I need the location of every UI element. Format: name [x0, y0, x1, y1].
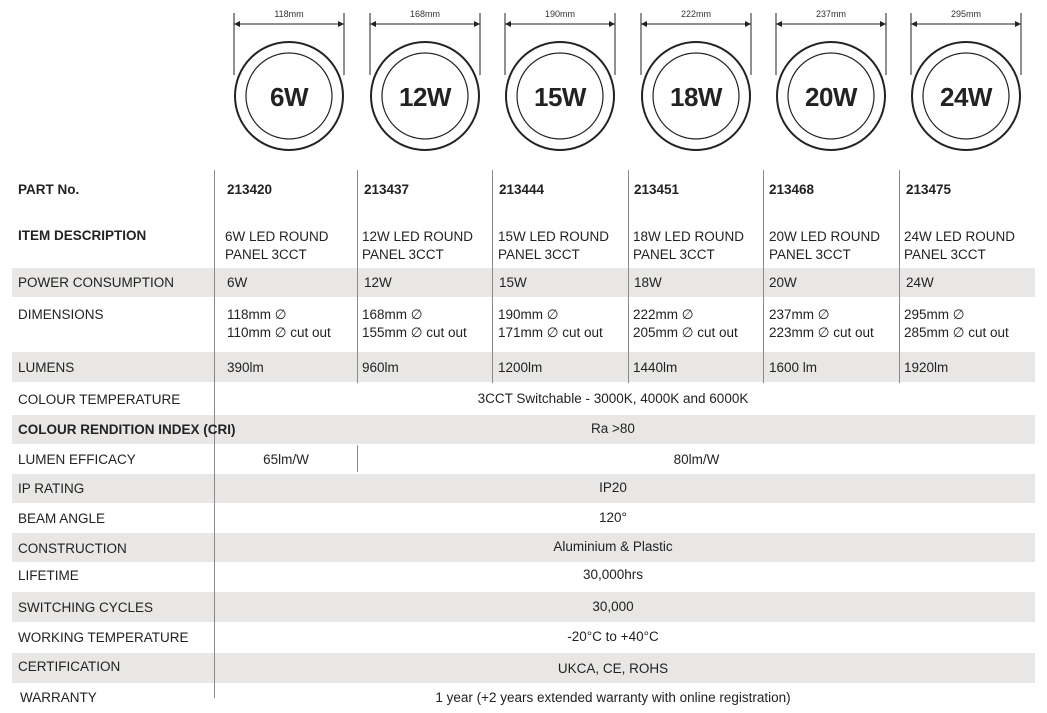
part-no-label: PART No. — [18, 182, 80, 197]
item-description-label: ITEM DESCRIPTION — [18, 228, 147, 243]
certification-label: CERTIFICATION — [18, 659, 121, 674]
dimension-line: 168mm ∅ — [362, 307, 423, 322]
item-description-line: 12W LED ROUND — [362, 229, 474, 244]
fixture-wattage: 12W — [399, 82, 451, 112]
part-no-cell: 213420 — [227, 182, 273, 197]
power-consumption-label: POWER CONSUMPTION — [18, 275, 175, 290]
item-description-cell — [904, 228, 1015, 264]
switching-cycles-value: 30,000 — [592, 599, 634, 614]
fixture-wattage: 18W — [670, 82, 722, 112]
power-cell: 6W — [227, 275, 248, 290]
item-description-cell — [633, 228, 744, 264]
item-description-line: PANEL 3CCT — [362, 247, 444, 262]
power-cell: 20W — [769, 275, 797, 290]
certification-value: UKCA, CE, ROHS — [557, 661, 669, 676]
dimension-line: 110mm ∅ cut out — [227, 325, 331, 340]
fixture-dimension-label: 118mm — [274, 9, 304, 19]
part-no-cell: 213451 — [634, 182, 680, 197]
lumen-efficacy-rest: 80lm/W — [673, 452, 720, 467]
colour-temperature-value: 3CCT Switchable - 3000K, 4000K and 6000K — [477, 391, 749, 406]
power-cell: 18W — [634, 275, 662, 290]
dimensions-cell — [498, 306, 603, 342]
item-description-line: 20W LED ROUND — [769, 229, 881, 244]
dimension-line: 190mm ∅ — [498, 307, 559, 322]
fixture-dimension-label: 295mm — [950, 9, 981, 19]
dimensions-cell — [227, 306, 331, 342]
cri-value: Ra >80 — [591, 421, 635, 436]
power-cell: 15W — [499, 275, 527, 290]
item-description-cell — [225, 228, 329, 264]
column-divider — [357, 170, 358, 383]
dimension-line: 118mm ∅ — [227, 307, 287, 322]
column-divider — [763, 170, 764, 383]
item-description-line: 15W LED ROUND — [498, 229, 610, 244]
colour-temperature-label: COLOUR TEMPERATURE — [18, 392, 181, 407]
fixture-wattage: 6W — [270, 82, 308, 112]
dimension-line: 295mm ∅ — [904, 307, 965, 322]
dimension-line: 223mm ∅ cut out — [769, 325, 874, 340]
part-no-cell: 213444 — [499, 182, 545, 197]
dimension-line: 285mm ∅ cut out — [904, 325, 1009, 340]
dimensions-cell — [769, 306, 874, 342]
part-no-cell: 213437 — [364, 182, 410, 197]
item-description-cell — [362, 228, 473, 264]
lumens-label: LUMENS — [18, 360, 75, 375]
item-description-line: PANEL 3CCT — [498, 247, 580, 262]
lumens-cell: 1440lm — [633, 360, 678, 375]
fixture-dimension-label: 237mm — [815, 9, 846, 19]
construction-label: CONSTRUCTION — [18, 541, 127, 556]
item-description-line: 6W LED ROUND — [225, 229, 329, 244]
part-no-cell: 213468 — [769, 182, 815, 197]
column-divider — [899, 170, 900, 383]
switching-cycles-label: SWITCHING CYCLES — [18, 600, 154, 615]
dimension-line: 205mm ∅ cut out — [633, 325, 738, 340]
power-cell: 24W — [906, 275, 934, 290]
item-description-cell — [498, 228, 609, 264]
dimension-line: 155mm ∅ cut out — [362, 325, 467, 340]
fixture-wattage: 24W — [940, 82, 992, 112]
ip-rating-value: IP20 — [599, 480, 627, 495]
lumens-cell: 960lm — [362, 360, 399, 375]
beam-angle-label: BEAM ANGLE — [18, 511, 106, 526]
fixture-dimension-label: 190mm — [544, 9, 575, 19]
fixture-wattage: 15W — [534, 82, 586, 112]
item-description-line: PANEL 3CCT — [904, 247, 986, 262]
fixture-wattage: 20W — [805, 82, 857, 112]
lifetime-label: LIFETIME — [18, 568, 79, 583]
dimension-line: 237mm ∅ — [769, 307, 830, 322]
item-description-line: PANEL 3CCT — [225, 247, 307, 262]
working-temperature-value: -20°C to +40°C — [567, 629, 659, 644]
lumens-cell: 1200lm — [498, 360, 543, 375]
column-divider — [492, 170, 493, 383]
item-description-line: 24W LED ROUND — [904, 229, 1016, 244]
warranty-label: WARRANTY — [20, 690, 97, 705]
construction-value: Aluminium & Plastic — [553, 539, 673, 554]
lifetime-value: 30,000hrs — [582, 567, 644, 582]
dimensions-cell — [904, 306, 1009, 342]
lumen-efficacy-label: LUMEN EFFICACY — [18, 452, 136, 467]
item-description-line: PANEL 3CCT — [633, 247, 715, 262]
dimensions-cell — [362, 306, 467, 342]
item-description-line: 18W LED ROUND — [633, 229, 745, 244]
lumens-cell: 1920lm — [904, 360, 949, 375]
dimensions-label: DIMENSIONS — [18, 307, 104, 322]
ip-rating-label: IP RATING — [18, 481, 85, 496]
lumens-cell: 390lm — [227, 360, 264, 375]
beam-angle-value: 120° — [599, 510, 627, 525]
fixture-dimension-label: 168mm — [409, 9, 440, 19]
item-description-line: PANEL 3CCT — [769, 247, 851, 262]
part-no-cell: 213475 — [906, 182, 952, 197]
fixture-dimension-label: 222mm — [680, 9, 711, 19]
warranty-value: 1 year (+2 years extended warranty with online registration) — [435, 690, 791, 705]
lumen-efficacy-first: 65lm/W — [263, 452, 309, 467]
cri-label: COLOUR RENDITION INDEX (CRI) — [18, 422, 236, 437]
dimensions-cell — [633, 306, 738, 342]
dimension-line: 171mm ∅ cut out — [498, 325, 603, 340]
item-description-cell — [769, 228, 880, 264]
working-temperature-label: WORKING TEMPERATURE — [18, 630, 189, 645]
dimension-line: 222mm ∅ — [633, 307, 694, 322]
power-cell: 12W — [364, 275, 392, 290]
lumens-cell: 1600 lm — [769, 360, 818, 375]
column-divider — [628, 170, 629, 383]
